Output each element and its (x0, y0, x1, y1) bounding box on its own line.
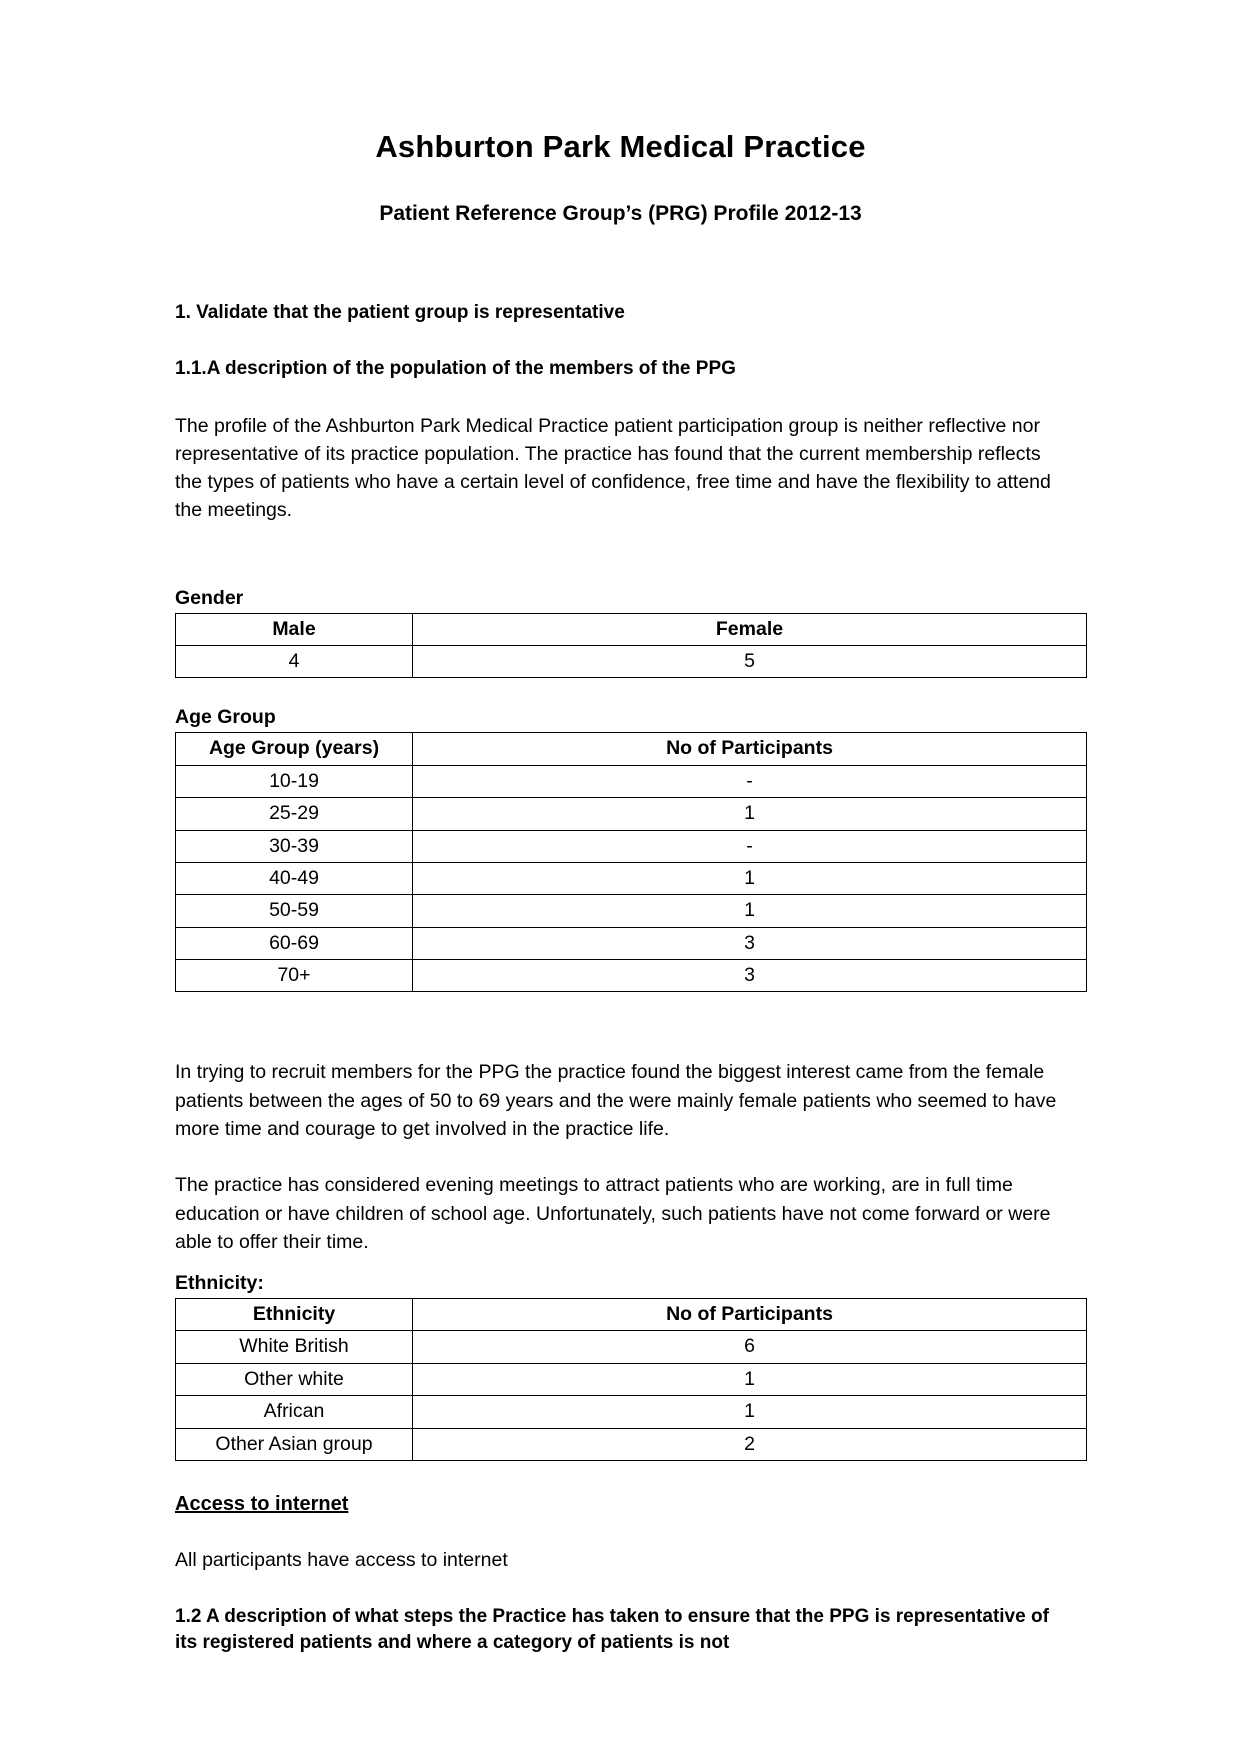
spacer (175, 1461, 1066, 1493)
age-table-label: Age Group (175, 706, 276, 729)
cell-age-range: 70+ (176, 960, 413, 992)
cell-ethnicity-name: Other white (176, 1363, 413, 1395)
ethnicity-table-label: Ethnicity: (175, 1272, 264, 1295)
table-header-row (176, 1299, 1087, 1331)
table-row (176, 927, 1087, 959)
cell-age-range: 50-59 (176, 895, 413, 927)
evening-meetings-paragraph: The practice has considered evening meetings to attract patients who are working, are in full time education or have children of school age. Unfortunately, such patients have not come forward or were able to offer their time. (175, 1174, 1051, 1253)
section-heading-1-2: 1.2 A description of what steps the Practice has taken to ensure that the PPG is representative of its registered patients and where a category of patients is not (175, 1606, 1049, 1653)
age-group-table (175, 732, 1087, 992)
table-row (176, 830, 1087, 862)
table-row (176, 798, 1087, 830)
gender-table-label: Gender (175, 586, 244, 609)
cell-participant-count: 1 (413, 1396, 1087, 1428)
table-row (176, 960, 1087, 992)
spacer (175, 1143, 1066, 1171)
column-header-male: Male (176, 613, 413, 645)
section-heading-1: 1. Validate that the patient group is representative (175, 302, 625, 324)
ethnicity-table (175, 1298, 1087, 1461)
gender-table (175, 613, 1087, 679)
table-row (176, 1396, 1087, 1428)
intro-paragraph: The profile of the Ashburton Park Medical Practice patient participation group is neither reflective nor representative of its practice population. The practice has found that the current membership reflects the types of patients who have a certain level of confidence, free time and have the flexibility to attend the meetings. (175, 414, 1051, 522)
cell-age-range: 30-39 (176, 830, 413, 862)
cell-participant-count: 1 (413, 1363, 1087, 1395)
spacer (175, 525, 1066, 587)
table-row (176, 1363, 1087, 1395)
cell-participant-count: 1 (413, 862, 1087, 894)
cell-age-range: 25-29 (176, 798, 413, 830)
column-header-participants: No of Participants (413, 733, 1087, 765)
column-header-female: Female (413, 613, 1087, 645)
column-header-ethnicity: Ethnicity (176, 1299, 413, 1331)
table-header-row (176, 733, 1087, 765)
internet-access-text: All participants have access to internet (175, 1548, 508, 1571)
spacer (175, 326, 1066, 356)
cell-male-count: 4 (176, 646, 413, 678)
recruitment-paragraph: In trying to recruit members for the PPG the practice found the biggest interest came from the female patients between the ages of 50 to 69 years and the were mainly female patients who seemed to have more time and courage to get involved in the practice life. (175, 1061, 1057, 1140)
cell-participant-count: 2 (413, 1428, 1087, 1460)
cell-age-range: 60-69 (176, 927, 413, 959)
cell-participant-count: 6 (413, 1331, 1087, 1363)
cell-participant-count: - (413, 830, 1087, 862)
spacer (175, 992, 1066, 1058)
column-header-age-group: Age Group (years) (176, 733, 413, 765)
table-row (176, 862, 1087, 894)
cell-participant-count: 3 (413, 927, 1087, 959)
cell-participant-count: 3 (413, 960, 1087, 992)
section-heading-1-1: 1.1.A description of the population of the members of the PPG (175, 358, 736, 380)
spacer (175, 1574, 1066, 1604)
cell-female-count: 5 (413, 646, 1087, 678)
spacer (175, 1256, 1066, 1272)
cell-ethnicity-name: Other Asian group (176, 1428, 413, 1460)
access-to-internet-heading: Access to internet (175, 1492, 349, 1515)
cell-ethnicity-name: African (176, 1396, 413, 1428)
spacer (175, 1516, 1066, 1546)
table-header-row (176, 613, 1087, 645)
cell-participant-count: - (413, 765, 1087, 797)
table-row (176, 895, 1087, 927)
cell-participant-count: 1 (413, 798, 1087, 830)
table-row (176, 765, 1087, 797)
page-title: Ashburton Park Medical Practice (375, 129, 866, 164)
spacer (175, 678, 1066, 706)
spacer (175, 226, 1066, 300)
table-row (176, 646, 1087, 678)
table-row (176, 1331, 1087, 1363)
page-subtitle: Patient Reference Group’s (PRG) Profile 2012-13 (379, 202, 862, 226)
cell-participant-count: 1 (413, 895, 1087, 927)
cell-age-range: 10-19 (176, 765, 413, 797)
cell-age-range: 40-49 (176, 862, 413, 894)
table-row (176, 1428, 1087, 1460)
spacer (175, 382, 1066, 412)
cell-ethnicity-name: White British (176, 1331, 413, 1363)
column-header-participants: No of Participants (413, 1299, 1087, 1331)
